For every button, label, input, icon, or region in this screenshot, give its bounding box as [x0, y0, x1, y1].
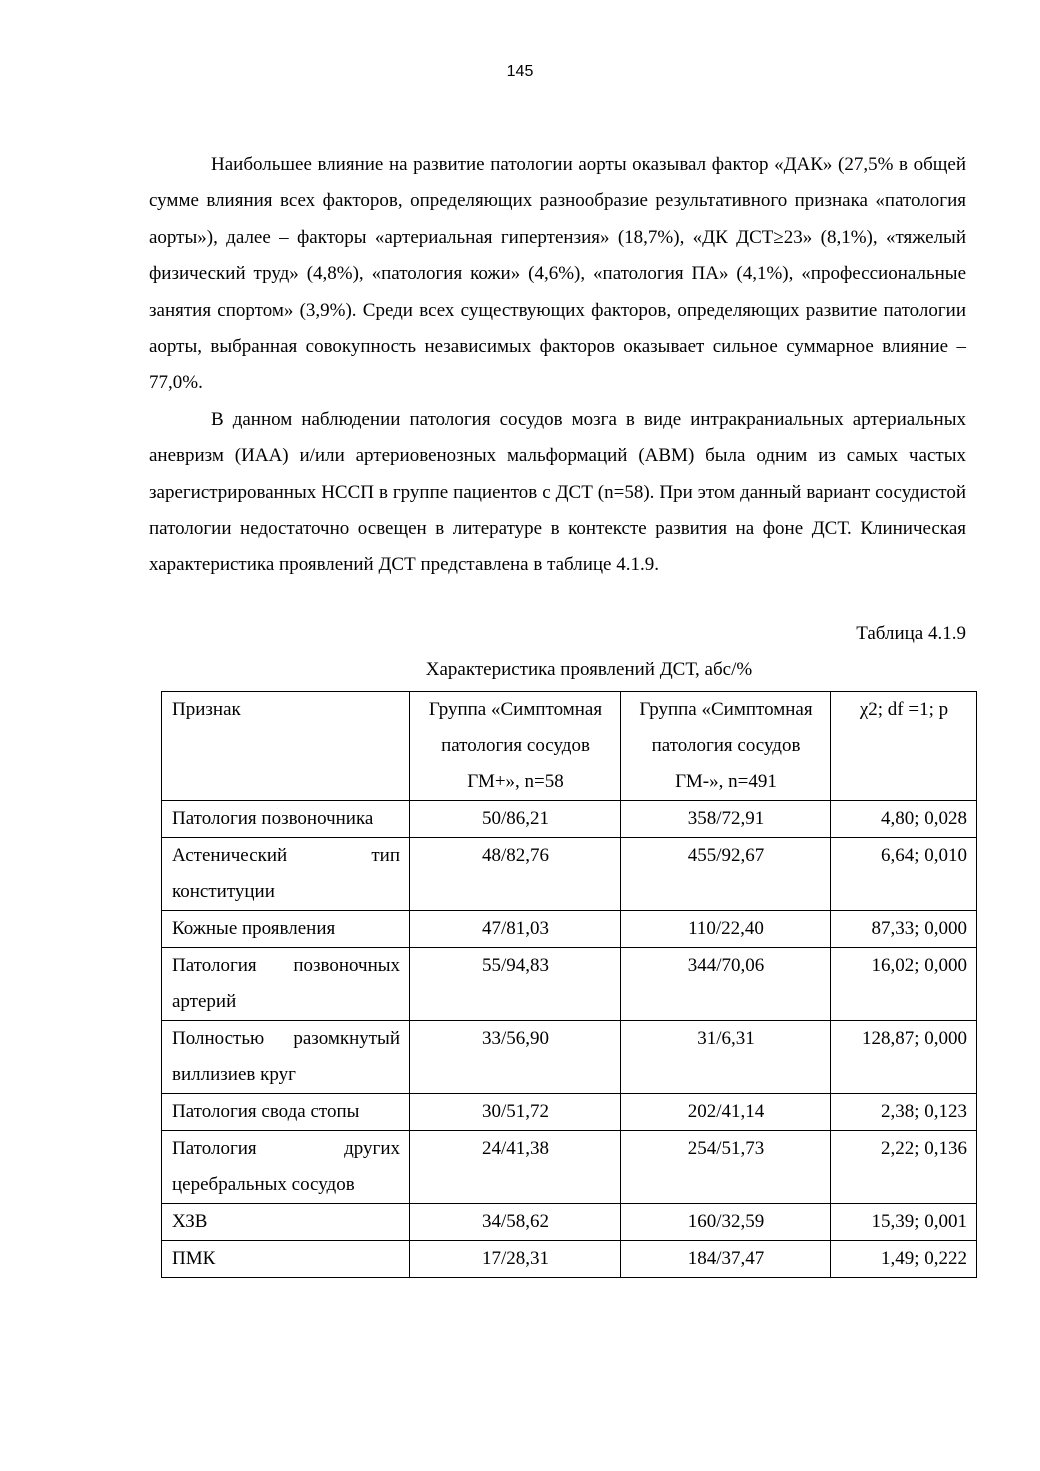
table-cell: 358/72,91: [621, 801, 831, 838]
table-cell: 2,22; 0,136: [831, 1131, 977, 1204]
table-cell: 6,64; 0,010: [831, 838, 977, 911]
table-cell: Патология позвоночника: [162, 801, 410, 838]
table-cell: 128,87; 0,000: [831, 1021, 977, 1094]
table-cell: 30/51,72: [410, 1094, 621, 1131]
table-header-row: [162, 692, 977, 801]
table-cell: 31/6,31: [621, 1021, 831, 1094]
paragraph: В данном наблюдении патология сосудов мозга в виде интракраниальных артериальных аневризм (ИАА) и/или артериовенозных мальформаций (АВМ) была одним из самых частых зарегистрированных НССП в группе пациентов с ДСТ (n=58). При этом данный вариант сосудистой патологии недостаточно освещен в литературе в контексте развития на фоне ДСТ. Клиническая характеристика проявлений ДСТ представлена в таблице 4.1.9.: [149, 408, 966, 576]
table-row: [162, 801, 977, 838]
table-cell: 55/94,83: [410, 948, 621, 1021]
table-cell: 48/82,76: [410, 838, 621, 911]
table-cell: ХЗВ: [162, 1204, 410, 1241]
page-number: 145: [506, 63, 534, 80]
table-cell: 4,80; 0,028: [831, 801, 977, 838]
table-cell: 15,39; 0,001: [831, 1204, 977, 1241]
table-cell: 1,49; 0,222: [831, 1241, 977, 1278]
table-row: [162, 1204, 977, 1241]
column-header: Группа «Симптомная патология сосудов ГМ+», n=58: [410, 692, 621, 801]
table-row: [162, 838, 977, 911]
table-cell: Полностью разомкнутый виллизиев круг: [162, 1021, 410, 1094]
table-cell: 33/56,90: [410, 1021, 621, 1094]
table-cell: ПМК: [162, 1241, 410, 1278]
table-row: [162, 911, 977, 948]
body-text: [149, 147, 966, 584]
table-cell: Патология свода стопы: [162, 1094, 410, 1131]
table-row: [162, 1131, 977, 1204]
table-row: [162, 1094, 977, 1131]
column-header: Признак: [162, 692, 410, 801]
table-row: [162, 1241, 977, 1278]
table-cell: 17/28,31: [410, 1241, 621, 1278]
column-header: χ2; df =1; p: [831, 692, 977, 801]
table-cell: Кожные проявления: [162, 911, 410, 948]
table-cell: 50/86,21: [410, 801, 621, 838]
table-cell: 87,33; 0,000: [831, 911, 977, 948]
table-cell: 34/58,62: [410, 1204, 621, 1241]
table-cell: 160/32,59: [621, 1204, 831, 1241]
table-cell: Астенический тип конституции: [162, 838, 410, 911]
data-table: [161, 691, 977, 1278]
table-cell: Патология позвоночных артерий: [162, 948, 410, 1021]
table-cell: 455/92,67: [621, 838, 831, 911]
table-cell: 2,38; 0,123: [831, 1094, 977, 1131]
paragraph: Наибольшее влияние на развитие патологии аорты оказывал фактор «ДАК» (27,5% в общей сумме влияния всех факторов, определяющих разнообразие результативного признака «патология аорты»), далее – факторы «артериальная гипертензия» (18,7%), «ДК ДСТ≥23» (8,1%), «тяжелый физический труд» (4,8%), «патология кожи» (4,6%), «патология ПА» (4,1%), «профессиональные занятия спортом» (3,9%). Среди всех существующих факторов, определяющих развитие патологии аорты, выбранная совокупность независимых факторов оказывает сильное суммарное влияние – 77,0%.: [149, 154, 966, 394]
column-header: Группа «Симптомная патология сосудов ГМ-», n=491: [621, 692, 831, 801]
table-label: Таблица 4.1.9: [856, 623, 966, 644]
table-cell: Патология других церебральных сосудов: [162, 1131, 410, 1204]
table-row: [162, 1021, 977, 1094]
table-cell: 202/41,14: [621, 1094, 831, 1131]
table-cell: 254/51,73: [621, 1131, 831, 1204]
table-cell: 184/37,47: [621, 1241, 831, 1278]
table-cell: 47/81,03: [410, 911, 621, 948]
table-cell: 344/70,06: [621, 948, 831, 1021]
table-caption: Характеристика проявлений ДСТ, абс/%: [425, 659, 753, 680]
table-cell: 110/22,40: [621, 911, 831, 948]
table-cell: 24/41,38: [410, 1131, 621, 1204]
table-row: [162, 948, 977, 1021]
table-cell: 16,02; 0,000: [831, 948, 977, 1021]
